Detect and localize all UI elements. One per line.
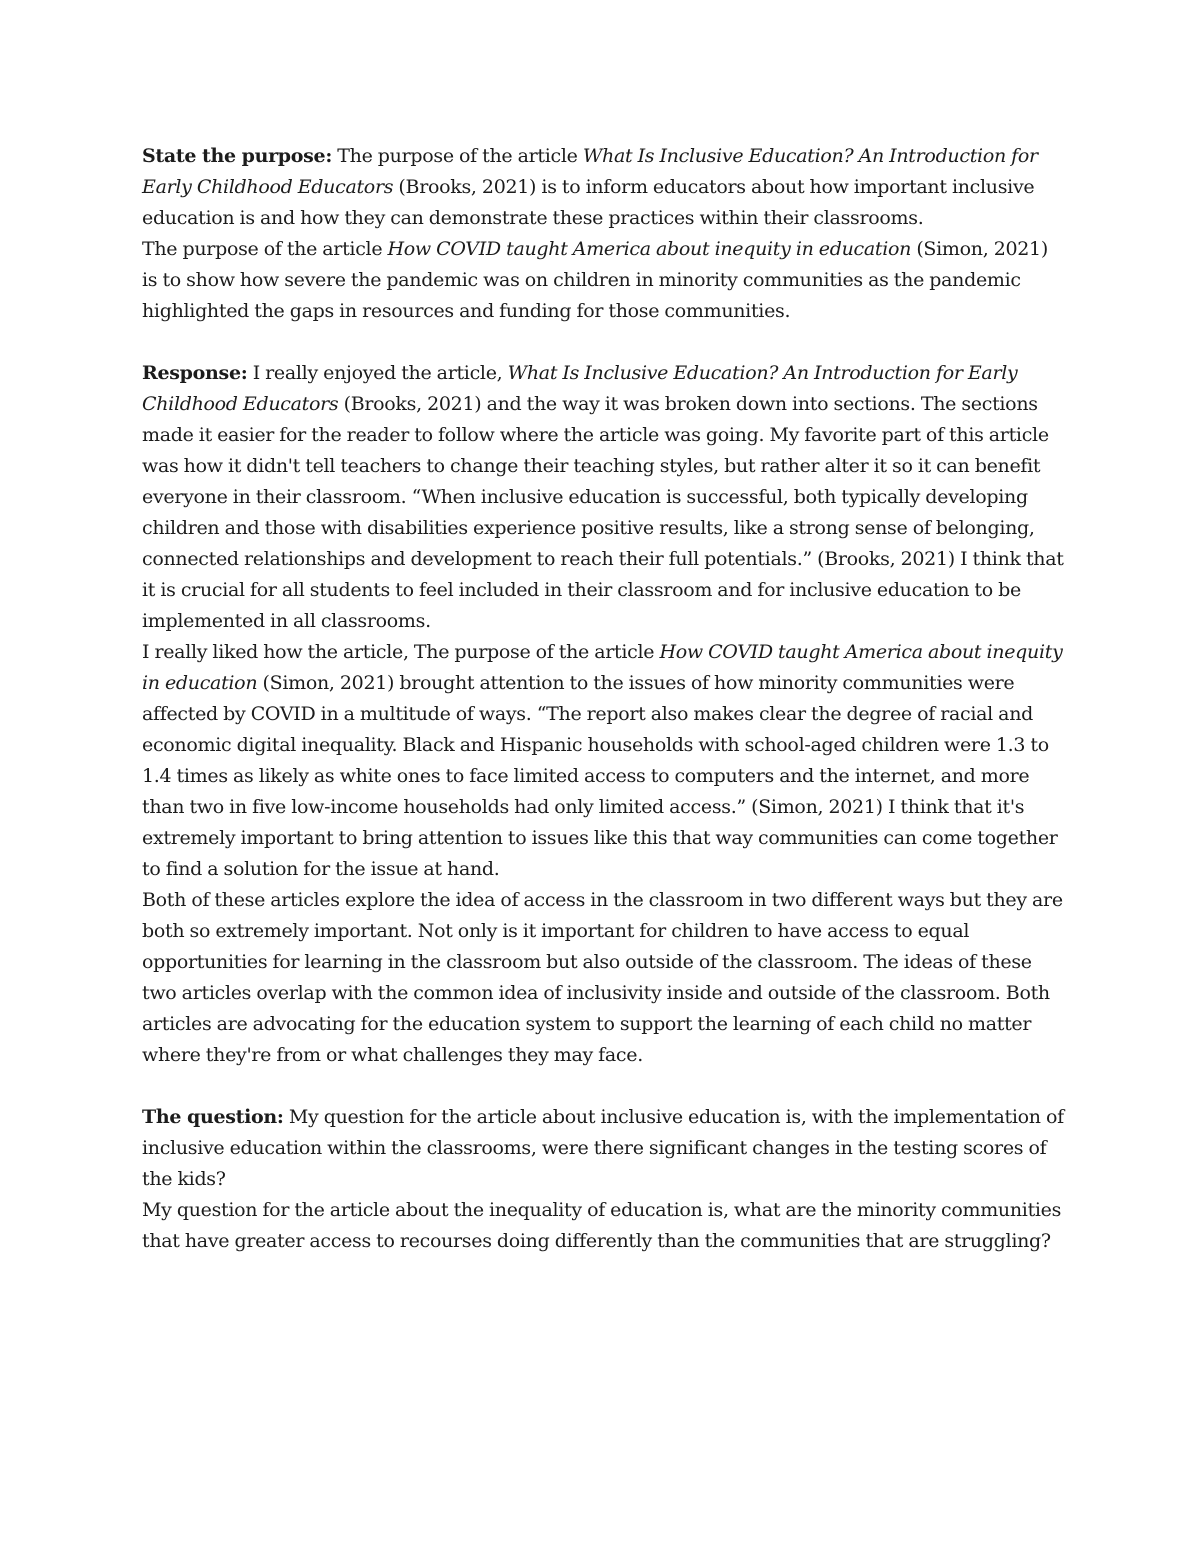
- response-text-1b: (Brooks, 2021) and the way it was broken down into sections. The sections made it easier for the reader to follow where the article was going. My favorite part of this article was how it didn't tell teachers to change their teaching styles, but rather alter it so it can benefit everyone in their classroom. “When inclusive education is successful, both typically developing children and those with disabilities experience positive results, like a strong sense of belonging, connected relationships and development to reach their full potentials.” (Brooks, 2021) I think that it is crucial for all students to feel included in their classroom and for inclusive education to be implemented in all classrooms.: [142, 393, 1064, 632]
- purpose-article-title-2: How COVID taught America about inequity in education: [387, 238, 912, 260]
- purpose-heading: State the purpose:: [142, 145, 333, 167]
- response-paragraph-3: Both of these articles explore the idea of access in the classroom in two different ways but they are both so extremely important. Not only is it important for children to have access to equal opportunities for learning in the classroom but also outside of the classroom. The ideas of these two articles overlap with the common idea of inclusivity inside and outside of the classroom. Both articles are advocating for the education system to support the learning of each child no matter where they're from or what challenges they may face.: [142, 889, 1063, 1066]
- purpose-text-1a: The purpose of the article: [332, 145, 583, 167]
- purpose-paragraph-1: [142, 141, 1067, 234]
- response-article-title-1: What Is Inclusive Education? An Introduction for Early Childhood Educators: [142, 362, 1018, 415]
- response-text-2a: I really liked how the article, The purpose of the article: [142, 641, 660, 663]
- response-article-title-2: How COVID taught America about inequity in education: [142, 641, 1063, 694]
- document-page: [142, 141, 1067, 1257]
- response-heading: Response:: [142, 362, 248, 384]
- purpose-paragraph-2: [142, 234, 1067, 327]
- response-text-2b: (Simon, 2021) brought attention to the issues of how minority communities were affected by COVID in a multitude of ways. “The report also makes clear the degree of racial and economic digital inequality. Black and Hispanic households with school-aged children were 1.3 to 1.4 times as likely as white ones to face limited access to computers and the internet, and more than two in five low-income households had only limited access.” (Simon, 2021) I think that it's extremely important to bring attention to issues like this that way communities can come together to find a solution for the issue at hand.: [142, 672, 1058, 880]
- purpose-text-2b: (Simon, 2021) is to show how severe the pandemic was on children in minority communities as the pandemic highlighted the gaps in resources and funding for those communities.: [142, 238, 1048, 322]
- purpose-article-title-1: What Is Inclusive Education? An Introduction for Early Childhood Educators: [142, 145, 1038, 198]
- response-paragraph-2: [142, 637, 1067, 885]
- question-heading: The question:: [142, 1106, 284, 1128]
- response-text-1a: I really enjoyed the article,: [247, 362, 508, 384]
- question-paragraph-2: My question for the article about the inequality of education is, what are the minority communities that have greater access to recourses doing differently than the communities that are struggling?: [142, 1199, 1062, 1252]
- section-spacer: [142, 327, 1067, 358]
- section-spacer: [142, 1071, 1067, 1102]
- response-paragraph-1: [142, 358, 1067, 637]
- question-paragraph-1: [142, 1102, 1067, 1195]
- question-text-1: My question for the article about inclusive education is, with the implementation of inclusive education within the classrooms, were there significant changes in the testing scores of the kids?: [142, 1106, 1064, 1190]
- purpose-text-1b: (Brooks, 2021) is to inform educators about how important inclusive education is and how they can demonstrate these practices within their classrooms.: [142, 176, 1035, 229]
- purpose-text-2a: The purpose of the article: [142, 238, 388, 260]
